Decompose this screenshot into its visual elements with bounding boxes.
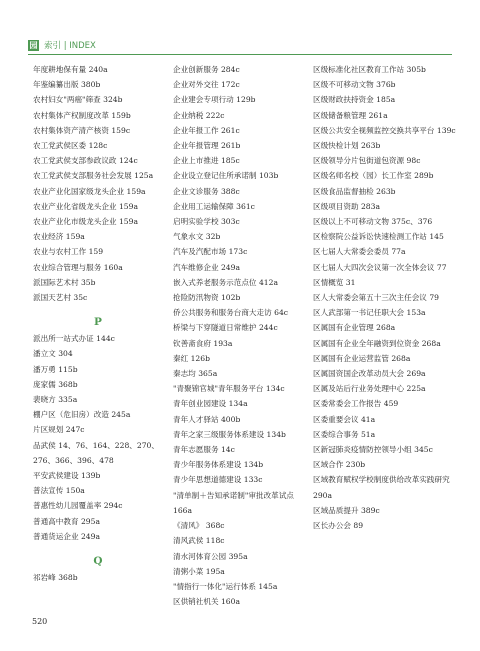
index-entry: 庞家儒 368b: [33, 379, 78, 389]
index-entry: 普法宣传 150a: [33, 486, 85, 496]
header-divider: [28, 54, 452, 55]
index-entry: 区属国资国企改革动员大会 269a: [313, 369, 426, 379]
index-entry: 普通货运企业 249a: [33, 531, 100, 541]
index-entry: 青年创业园建设 134a: [173, 399, 248, 409]
index-entry: 普通高中教育 295a: [33, 516, 100, 526]
index-entry: 区人大常委会第五十三次主任会议 79: [313, 293, 439, 303]
index-entry: "情指行一体化"运行体系 145a: [173, 581, 278, 591]
index-entry: 区委常委会工作报告 459: [313, 399, 399, 409]
page-header: [28, 38, 96, 52]
index-entry: 普惠性幼儿园覆盖率 294c: [33, 501, 123, 511]
index-entry: 青少年思想道德建设 133c: [173, 475, 263, 485]
index-entry: 区级快检计划 263b: [313, 141, 381, 151]
index-entry: 区情概览 31: [313, 277, 356, 287]
index-entry: 年度耕地保有量 240a: [33, 65, 108, 74]
index-entry: 区长办公会 89: [313, 521, 364, 531]
index-entry: 区新冠肺炎疫情防控领导小组 345c: [313, 445, 433, 455]
index-column-3: [313, 62, 458, 533]
index-entry: 片区规划 247c: [33, 425, 85, 435]
index-entry: 区级储备粮管理 261a: [313, 110, 388, 120]
index-entry: 派国际艺术村 35b: [33, 277, 96, 287]
index-entry: 区属国有企业管理 268a: [313, 323, 396, 333]
index-entry: 区级公共安全视频监控交换共享平台 139c: [313, 125, 456, 135]
index-entry: 农业经济 159a: [33, 232, 85, 242]
index-entry: 秦志均 365a: [173, 369, 218, 379]
index-entry: 区级食品监督抽检 263b: [313, 186, 396, 196]
index-entry: 派出所一站式办证 144c: [33, 334, 115, 344]
index-entry: 企业对外交往 172c: [173, 80, 240, 90]
index-entry: 品武侯 14、76、164、228、270、276、366、396、478: [33, 440, 159, 465]
index-entry: 区属国有企业全年融资到位资金 268a: [313, 338, 441, 348]
index-entry: 区级项目资助 283a: [313, 201, 380, 211]
index-entry: 启明实验学校 303c: [173, 217, 240, 227]
index-entry: 潘立文 304: [33, 349, 73, 359]
index-entry: 企业纳税 222c: [173, 110, 225, 120]
index-entry: 区委重要会议 41a: [313, 414, 376, 424]
index-entry: 清粥小菜 195a: [173, 566, 225, 576]
index-entry: 区七届人大常委会委员 77a: [313, 247, 406, 257]
index-entry: 青少年服务体系建设 134b: [173, 460, 264, 470]
index-entry: 区级领导分片包街道包资源 98c: [313, 156, 421, 166]
index-entry: 侨公共服务和服务台商大走访 64c: [173, 308, 289, 318]
index-letter-heading: Q: [93, 555, 103, 568]
index-entry: 清水河体育公园 395a: [173, 551, 248, 561]
index-entry: 企业年报工作 261c: [173, 125, 240, 135]
index-entry: 农业产业化省级龙头企业 159a: [33, 201, 138, 211]
index-entry: "清单制＋告知承诺制"审批改革试点 166a: [173, 490, 294, 515]
index-entry: 祁岩峰 368b: [33, 573, 78, 583]
index-entry: 青年人才驿站 400b: [173, 414, 241, 424]
index-letter-heading: P: [94, 316, 102, 329]
index-entry: 农业产业化市级龙头企业 159a: [33, 217, 138, 227]
index-entry: 区七届人大四次会议第一次全体会议 77: [313, 262, 447, 272]
index-entry: 区级名师名校（园）长工作室 289b: [313, 171, 434, 181]
index-entry: 农业综合管理与服务 160a: [33, 262, 123, 272]
index-entry: 汽车维修企业 249a: [173, 262, 240, 272]
index-logo-icon: 园: [29, 40, 38, 50]
index-entry: 青年志愿服务 14c: [173, 445, 235, 455]
index-entry: 年鉴编纂出版 380b: [33, 80, 101, 90]
index-entry: 区域合作 230b: [313, 460, 366, 470]
index-entry: 区人武部第一书记任职大会 153a: [313, 308, 426, 318]
index-entry: 区属国有企业运营监管 268a: [313, 353, 411, 363]
index-entry: 企业创新服务 284c: [173, 65, 240, 74]
index-entry: 区属及站后行业务处理中心 225a: [313, 384, 426, 394]
index-entry: 派国天艺村 35c: [33, 293, 88, 303]
index-entry: 农工党武侯支部参政议政 124c: [33, 156, 138, 166]
index-entry: 农村集体产权制度改革 159b: [33, 110, 131, 120]
index-entry: 农工党武侯支部服务社会发展 125a: [33, 171, 154, 181]
index-entry: 区检察院公益诉讼快速检测工作站 145: [313, 232, 444, 242]
index-entry: 农村妇女"两癌"筛查 324b: [33, 95, 123, 105]
section-spacer: [33, 544, 161, 552]
index-entry: 抢险防汛物资 102b: [173, 293, 241, 303]
index-entry: 清风武侯 118c: [173, 536, 225, 546]
index-entry: 企业建会专项行动 129b: [173, 95, 256, 105]
index-entry: 棚户区（危旧房）改造 245a: [33, 410, 131, 420]
index-entry: 区级以上不可移动文物 375c、376: [313, 217, 433, 227]
index-entry: 农村集体资产清产核资 159c: [33, 125, 131, 135]
index-entry: 平安武侯建设 139b: [33, 471, 101, 481]
header-title: 索引 | INDEX: [44, 41, 96, 51]
index-entry: 农业与农村工作 159: [33, 247, 104, 257]
index-entry: 区域品质提升 389c: [313, 505, 380, 515]
index-entry: 企业文诊服务 388c: [173, 186, 240, 196]
index-entry: 潘万勇 115b: [33, 364, 78, 374]
index-entry: 农业产业化国家级龙头企业 159a: [33, 186, 146, 196]
index-column-1: [33, 62, 161, 585]
index-entry: 企业用工运输保障 361c: [173, 201, 255, 211]
index-entry: 裴晓方 335a: [33, 395, 78, 405]
index-entry: 青年之家三级服务体系建设 134b: [173, 429, 286, 439]
index-entry: 区级财政扶持资金 185a: [313, 95, 396, 105]
page-number: 520: [32, 617, 48, 626]
index-entry: 气象水文 32b: [173, 232, 221, 242]
index-entry: 企业年报管理 261b: [173, 141, 241, 151]
index-entry: 钦善斋食府 193a: [173, 338, 233, 348]
index-entry: 秦红 126b: [173, 353, 210, 363]
index-entry: 嵌入式养老服务示范点位 412a: [173, 277, 278, 287]
index-entry: 汽车及汽配市场 173c: [173, 247, 248, 257]
index-column-2: [173, 62, 301, 609]
index-entry: 农工党武侯区委 128c: [33, 141, 108, 151]
index-entry: 企业设立登记住所承诺制 103b: [173, 171, 279, 181]
index-entry: 企业上市推进 185c: [173, 156, 240, 166]
section-spacer: [33, 305, 161, 313]
index-entry: 区级标准化社区教育工作站 305b: [313, 65, 426, 74]
index-entry: "青聚锦官城"青年服务平台 134c: [173, 384, 285, 394]
index-entry: 桥梁与下穿隧道日常维护 244c: [173, 323, 278, 333]
index-entry: 区域教育赋权学校制度供给改革实践研究 290a: [313, 475, 450, 500]
index-entry: 区级不可移动文物 376b: [313, 80, 396, 90]
index-entry: 区供销社机关 160a: [173, 597, 240, 607]
index-entry: 《清风》 368c: [173, 521, 225, 531]
index-entry: 区委综合事务 51a: [313, 429, 376, 439]
